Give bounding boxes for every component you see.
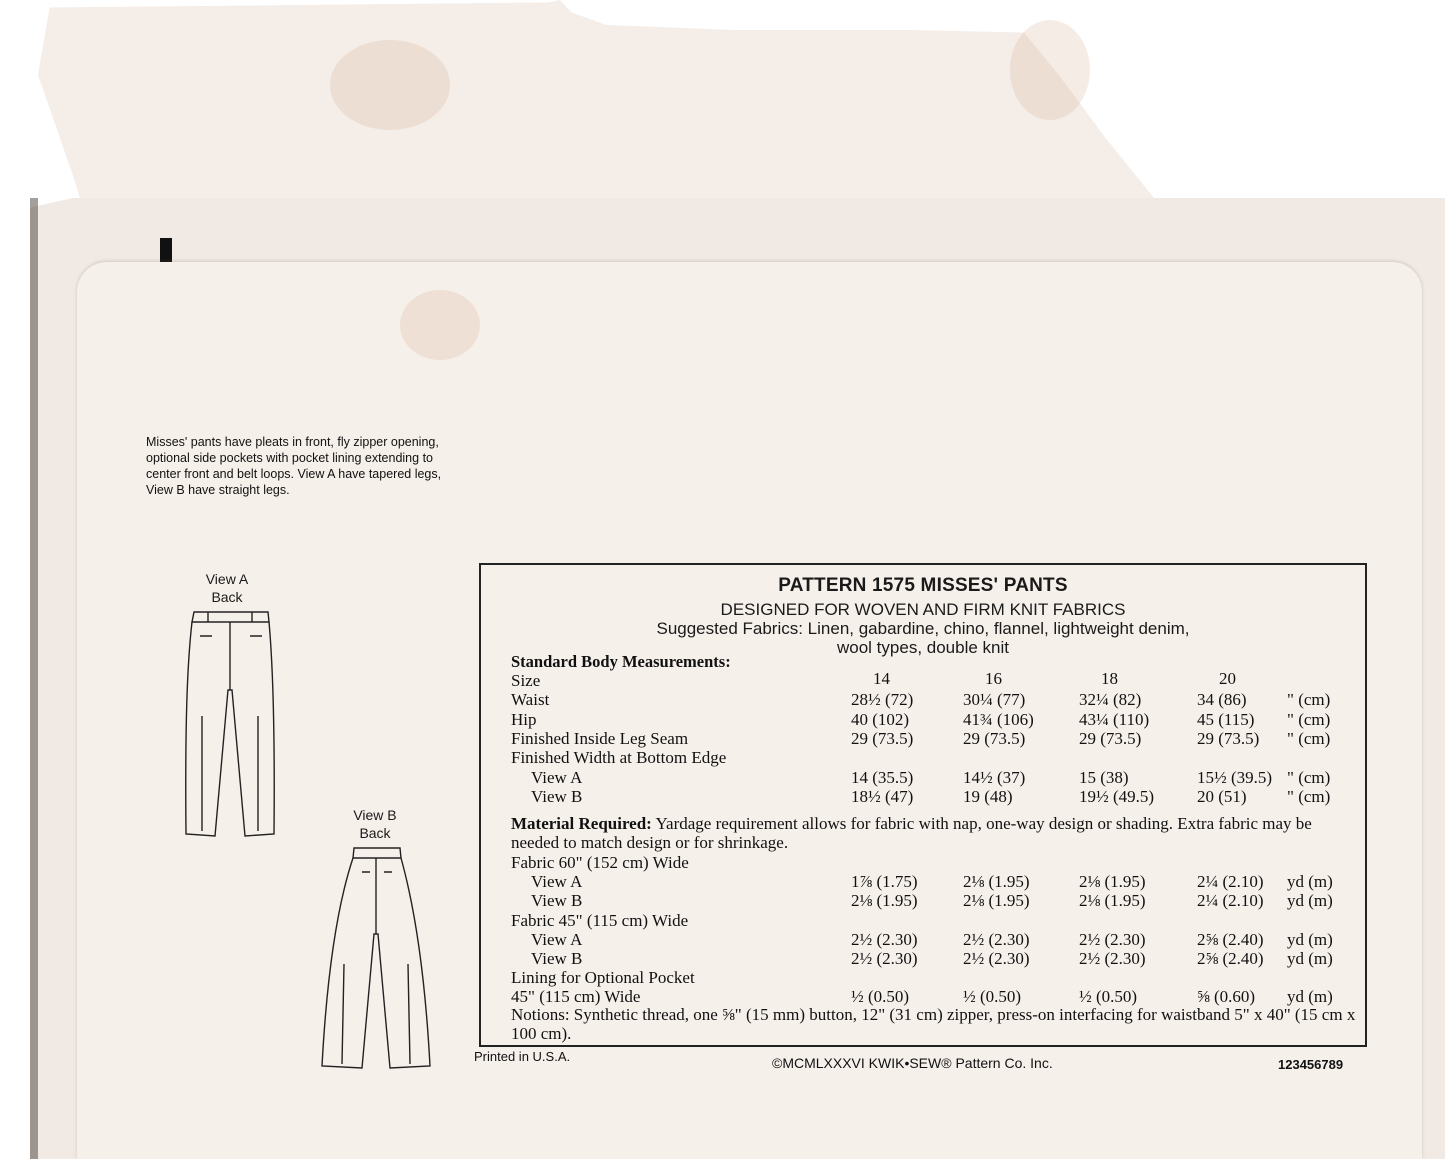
notions-text: Notions: Synthetic thread, one ⅝" (15 mm) button, 12" (31 cm) zipper, press-on interfacing for waistband 5" x 40" (15 cm x 100 cm).: [511, 1005, 1356, 1043]
row-value: 29 (73.5): [851, 728, 914, 748]
view-b-pants-illustration: [316, 844, 436, 1074]
pattern-description: Misses' pants have pleats in front, fly zipper opening, optional side pockets with pocket lining extending to center front and belt loops. View A have tapered legs, View B have straight legs.: [146, 435, 442, 497]
row-value: 2⅝ (2.40): [1197, 929, 1264, 949]
table-row: [511, 911, 1351, 931]
row-value: 34 (86): [1197, 690, 1247, 710]
row-value: 2½ (2.30): [851, 929, 918, 949]
view-a-title: View A: [205, 571, 249, 587]
row-unit: " (cm): [1287, 709, 1331, 729]
view-a-label: [182, 570, 272, 606]
row-value: ½ (0.50): [851, 987, 910, 1007]
row-unit: " (cm): [1287, 728, 1331, 748]
row-value: 32¼ (82): [1079, 690, 1142, 710]
table-row: [511, 968, 1351, 988]
row-value: 2½ (2.30): [963, 949, 1030, 968]
row-label: Hip: [511, 709, 537, 729]
row-value: 2⅛ (1.95): [963, 891, 1030, 911]
row-value: 16: [985, 669, 1002, 688]
row-value: 14: [873, 669, 890, 688]
table-row: [511, 748, 1351, 768]
material-text: Yardage requirement allows for fabric with nap, one-way design or shading. Extra fabric may be needed to match design or for shrinkage.: [511, 814, 1312, 852]
row-value: 29 (73.5): [1079, 728, 1142, 748]
table-row: [511, 768, 1351, 788]
printed-in: Printed in U.S.A.: [474, 1049, 571, 1064]
row-value: ½ (0.50): [963, 987, 1022, 1007]
suggested-fabrics-line1: Suggested Fabrics: Linen, gabardine, chino, flannel, lightweight denim,: [656, 619, 1190, 638]
row-value: 18½ (47): [851, 786, 914, 806]
row-label: View B: [531, 949, 583, 968]
table-row: [511, 787, 1351, 807]
pattern-title: PATTERN 1575 MISSES' PANTS: [778, 575, 1068, 596]
table-row: [511, 949, 1351, 969]
row-unit: yd (m): [1287, 987, 1333, 1007]
row-label: View A: [531, 929, 583, 949]
view-b-subtitle: Back: [359, 825, 391, 841]
stain-mark: [1010, 20, 1090, 120]
measurements-heading: Standard Body Measurements:: [511, 652, 731, 671]
row-label: Fabric 60" (152 cm) Wide: [511, 853, 689, 872]
row-value: 29 (73.5): [963, 728, 1026, 748]
row-value: 2⅝ (2.40): [1197, 949, 1264, 968]
row-value: 18: [1101, 669, 1118, 688]
row-value: 2⅛ (1.95): [963, 872, 1030, 892]
table-row: [511, 710, 1351, 730]
table-row: [511, 891, 1351, 911]
row-value: 14 (35.5): [851, 767, 914, 787]
row-value: 2⅛ (1.95): [851, 891, 918, 911]
row-value: 45 (115): [1197, 709, 1255, 729]
row-value: 2¼ (2.10): [1197, 872, 1264, 892]
row-label: Finished Width at Bottom Edge: [511, 748, 727, 768]
row-value: 2¼ (2.10): [1197, 891, 1264, 911]
row-label: 45" (115 cm) Wide: [511, 987, 641, 1007]
row-value: ⅝ (0.60): [1197, 987, 1256, 1007]
row-value: 2½ (2.30): [963, 929, 1030, 949]
row-unit: " (cm): [1287, 767, 1331, 787]
row-label: View A: [531, 767, 583, 787]
table-row: [511, 930, 1351, 950]
row-value: 29 (73.5): [1197, 728, 1260, 748]
row-value: 30¼ (77): [963, 690, 1026, 710]
row-value: ½ (0.50): [1079, 987, 1138, 1007]
row-value: 20: [1219, 669, 1236, 688]
row-unit: " (cm): [1287, 786, 1331, 806]
row-value: 19½ (49.5): [1079, 786, 1155, 806]
row-unit: yd (m): [1287, 891, 1333, 911]
table-row: [511, 853, 1351, 873]
row-label: Fabric 45" (115 cm) Wide: [511, 910, 689, 930]
material-heading: Material Required:: [511, 814, 652, 833]
row-value: 2½ (2.30): [1079, 929, 1146, 949]
suggested-fabrics-line2: wool types, double knit: [837, 638, 1009, 657]
pattern-subtitle: DESIGNED FOR WOVEN AND FIRM KNIT FABRICS: [720, 600, 1126, 619]
row-label: View B: [531, 891, 583, 911]
row-unit: yd (m): [1287, 929, 1333, 949]
row-value: 2½ (2.30): [1079, 949, 1146, 968]
pattern-code: 123456789: [1278, 1057, 1344, 1072]
stain-mark: [400, 290, 480, 360]
row-label: View B: [531, 786, 583, 806]
row-label: Lining for Optional Pocket: [511, 968, 695, 988]
row-value: 1⅞ (1.75): [851, 872, 918, 892]
row-label: View A: [531, 872, 583, 892]
row-value: 14½ (37): [963, 767, 1026, 787]
row-value: 28½ (72): [851, 690, 914, 710]
view-a-subtitle: Back: [211, 589, 243, 605]
row-value: 19 (48): [963, 786, 1013, 806]
view-b-label: [330, 806, 420, 842]
row-unit: yd (m): [1287, 872, 1333, 892]
envelope-left-edge: [30, 198, 38, 1159]
row-value: 2½ (2.30): [851, 949, 918, 968]
stain-mark: [330, 40, 450, 130]
row-value: 41¾ (106): [963, 709, 1034, 729]
row-label: Size: [511, 671, 541, 690]
row-value: 2⅛ (1.95): [1079, 891, 1146, 911]
row-value: 20 (51): [1197, 786, 1247, 806]
row-unit: " (cm): [1287, 690, 1331, 710]
copyright-text: ©MCMLXXXVI KWIK•SEW® Pattern Co. Inc.: [772, 1055, 1053, 1071]
row-value: 2⅛ (1.95): [1079, 872, 1146, 892]
table-row: [511, 671, 1351, 691]
row-value: 15 (38): [1079, 767, 1129, 787]
row-unit: yd (m): [1287, 949, 1333, 968]
table-row: [511, 690, 1351, 710]
view-a-pants-illustration: [178, 606, 283, 842]
pattern-info-box: [479, 563, 1367, 1047]
row-label: Finished Inside Leg Seam: [511, 728, 689, 748]
view-b-title: View B: [353, 807, 397, 823]
table-row: [511, 729, 1351, 749]
row-value: 40 (102): [851, 709, 910, 729]
row-value: 43¼ (110): [1079, 709, 1150, 729]
material-required: [511, 814, 1356, 852]
row-label: Waist: [511, 690, 550, 710]
row-value: 15½ (39.5): [1197, 767, 1273, 787]
table-row: [511, 872, 1351, 892]
